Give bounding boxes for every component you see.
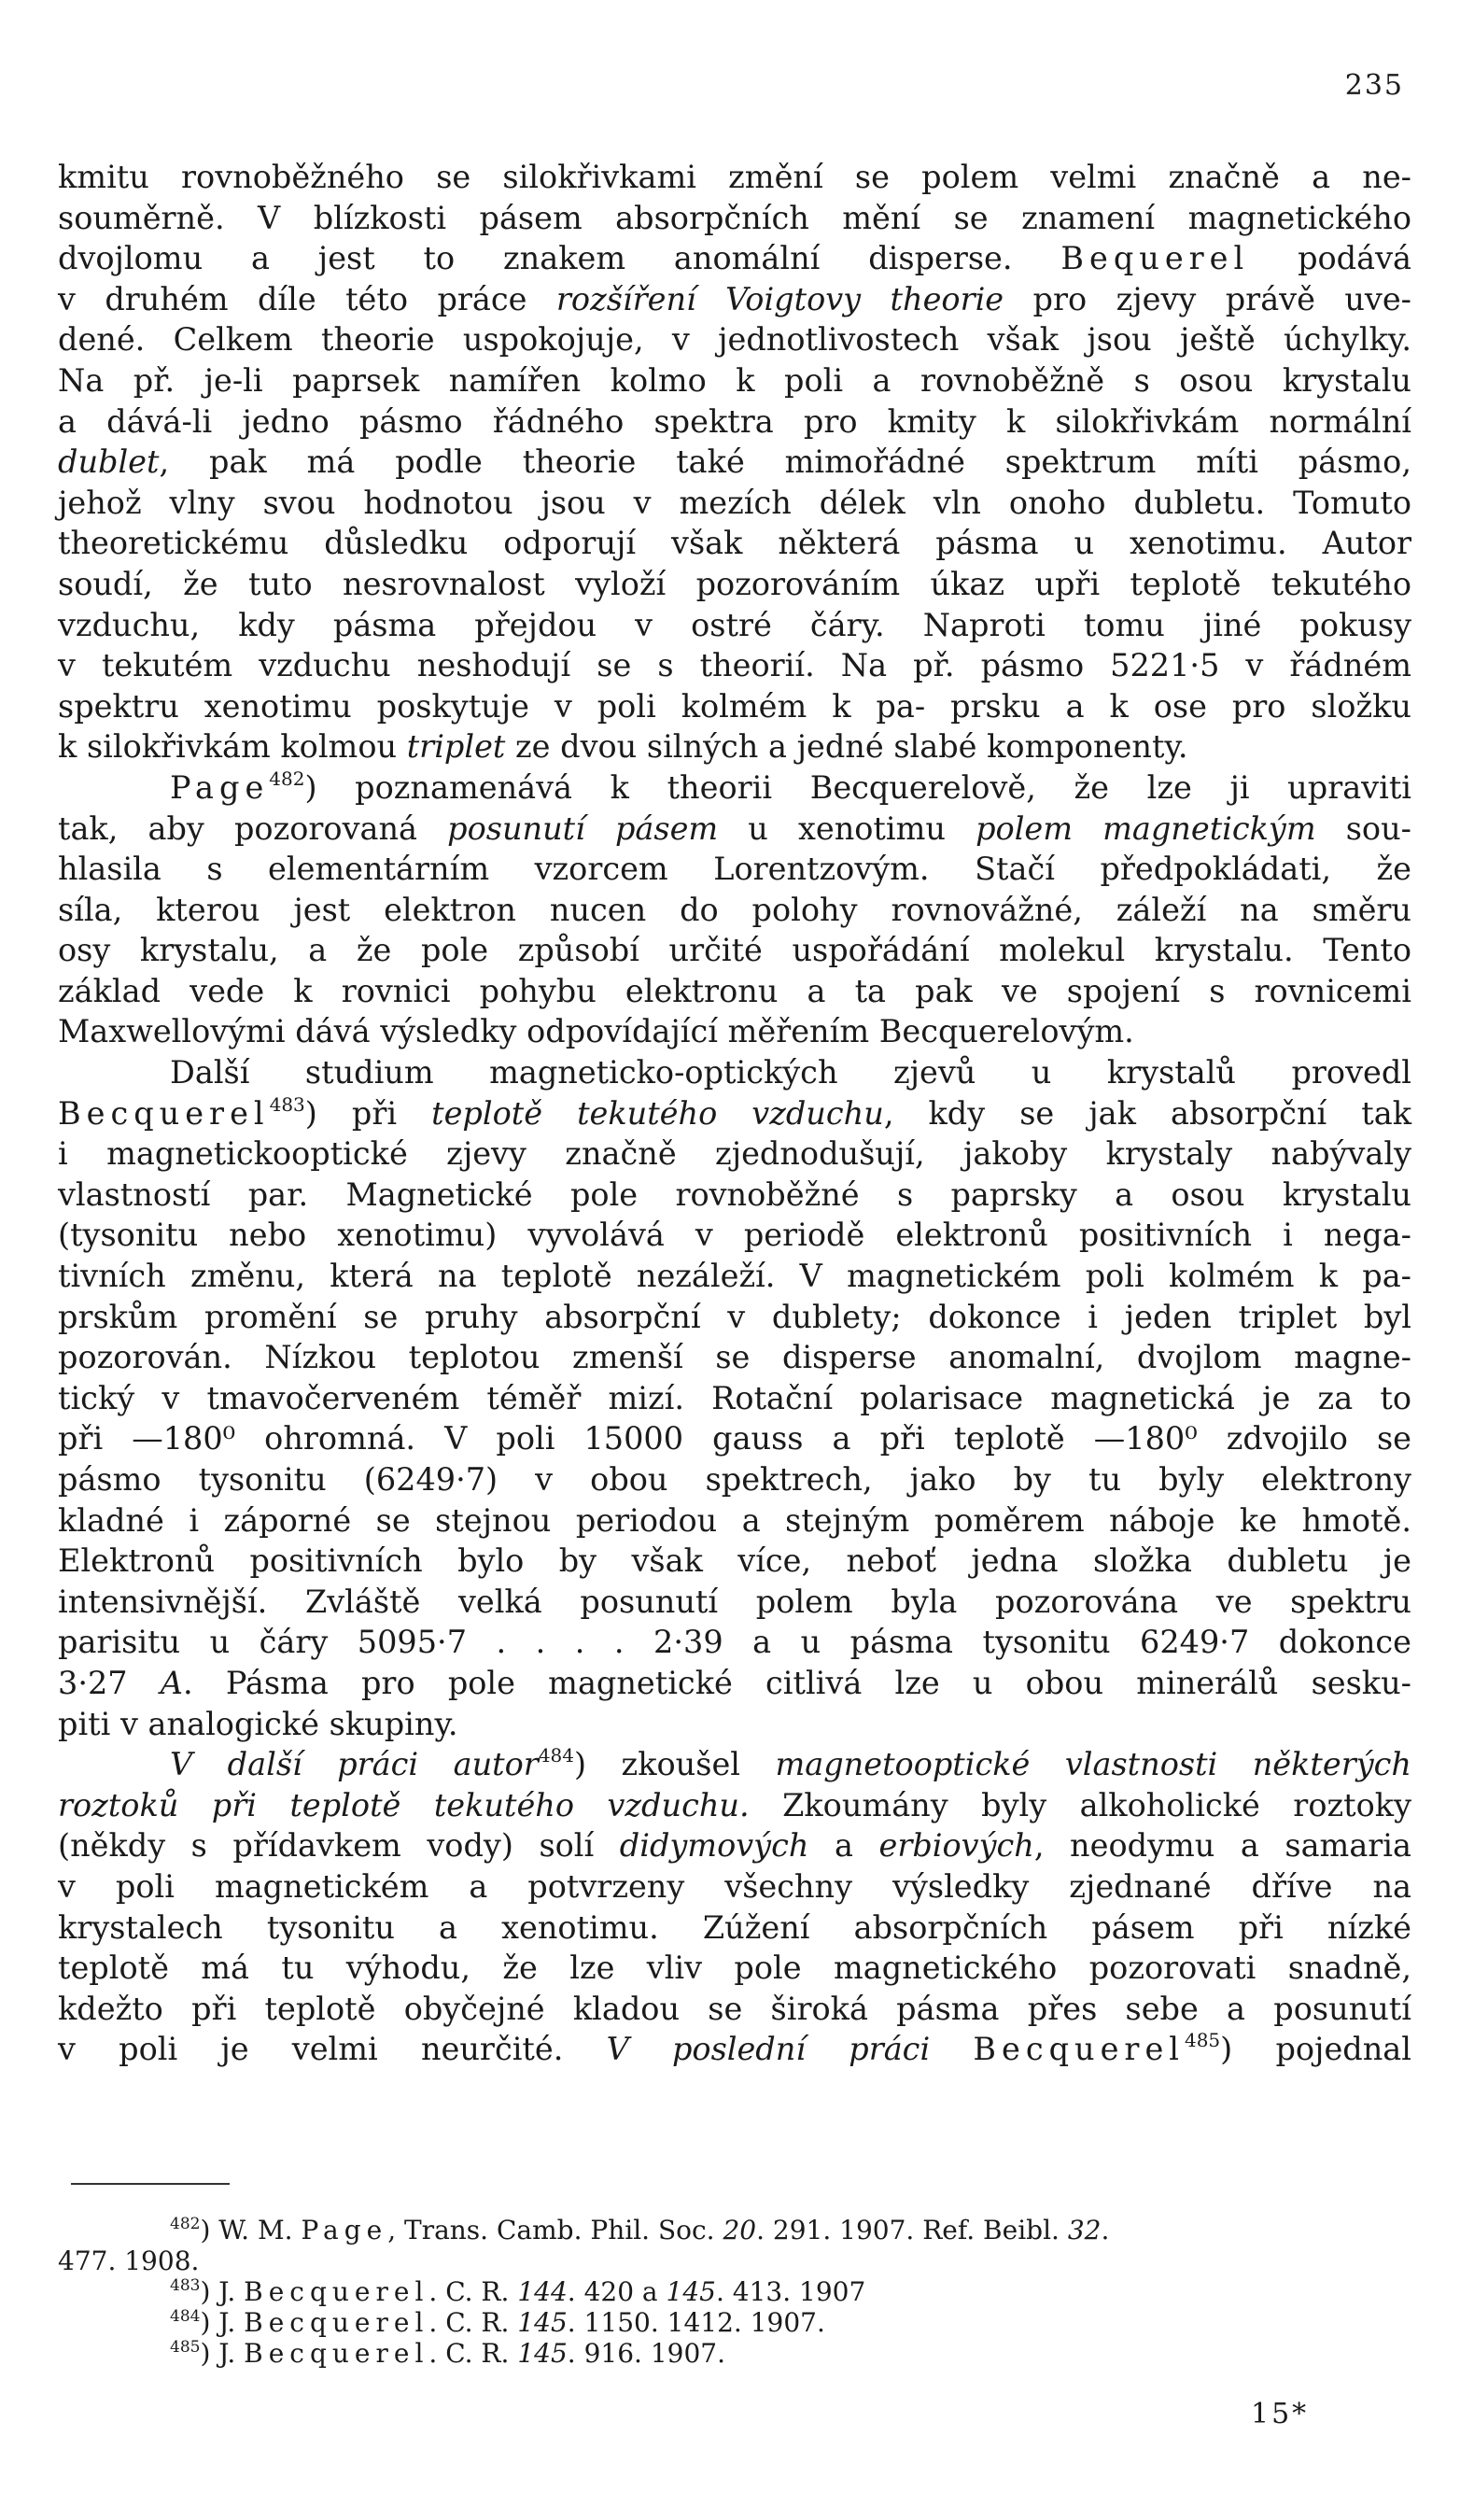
text-segment: ) W. M. [200, 2215, 302, 2245]
text-segment: souměrně. V blízkosti pásem absorpčních mění se znamení magnetického [58, 199, 1411, 236]
italic-text: posunutí pásem [447, 809, 719, 847]
italic-text: 32 [1067, 2215, 1102, 2245]
text-segment: , neodymu a samaria [1033, 1827, 1411, 1865]
body-line [58, 605, 1411, 646]
body-line [58, 686, 1411, 727]
text-segment: . C. R. [428, 2276, 518, 2307]
text-segment: ) zkoušel [574, 1746, 776, 1783]
italic-text: 145 [666, 2276, 716, 2307]
text-segment: v tekutém vzduchu neshodují se s theorií. Na př. pásmo 5221·5 v řádném [58, 647, 1411, 684]
body-line [58, 1175, 1411, 1216]
body-line [58, 1541, 1411, 1582]
body-line [58, 1582, 1411, 1623]
italic-text: teplotě tekutého vzduchu [431, 1094, 884, 1132]
spaced-name: Bequerel [1060, 240, 1250, 277]
text-segment: i magnetickooptické zjevy značně zjednodušují, jakoby krystaly nabývaly [58, 1135, 1411, 1173]
text-segment: , pak má podle theorie také mimořádné spektrum míti pásmo, [159, 443, 1411, 481]
body-line [58, 930, 1411, 971]
italic-text: polem magnetickým [976, 809, 1316, 847]
text-segment: . C. R. [428, 2338, 518, 2369]
footnote-ref: 484 [170, 2307, 201, 2326]
body-line [58, 645, 1411, 686]
text-segment: . 291. 1907. Ref. Beibl. [756, 2215, 1068, 2245]
page-number: 235 [1344, 69, 1404, 102]
text-segment: krystalech tysonitu a xenotimu. Zúžení absorpčních pásem při nízké [58, 1908, 1411, 1946]
text-segment: pozorován. Nízkou teplotou zmenší se disperse anomalní, dvojlom magne- [58, 1339, 1411, 1376]
text-segment: ) při [304, 1094, 432, 1132]
text-segment: podává [1249, 240, 1411, 277]
body-line [58, 564, 1411, 605]
italic-text: dublet [58, 443, 160, 481]
body-line [58, 1052, 1411, 1093]
body-line [58, 1011, 1411, 1052]
body-line [58, 809, 1411, 850]
text-segment: intensivnější. Zvláště velká posunutí polem byla pozorována ve spektru [58, 1583, 1411, 1620]
footnote-ref: 482 [170, 2215, 201, 2233]
signature-mark: 15* [1251, 2398, 1310, 2430]
body-line [58, 1093, 1411, 1134]
text-segment: teplotě má tu výhodu, že lze vliv pole magnetického pozorovati snadně, [58, 1950, 1411, 1987]
text-segment: . 1150. 1412. 1907. [567, 2307, 825, 2338]
spaced-name: Becquerel [973, 2031, 1185, 2068]
footnotes [58, 2215, 1411, 2369]
text-segment: vzduchu, kdy pásma přejdou v ostré čáry. Naproti tomu jiné pokusy [58, 606, 1411, 643]
spaced-name: Becquerel [244, 2338, 429, 2369]
footnote-ref: 482 [269, 767, 305, 790]
text-segment: vlastností par. Magnetické pole rovnoběžné s paprsky a osou krystalu [58, 1176, 1411, 1213]
body-line [58, 198, 1411, 239]
text-segment: pásmo tysonitu (6249·7) v obou spektrech, jako by tu byly elektrony [58, 1461, 1411, 1498]
body-line [58, 971, 1411, 1012]
text-segment: piti v analogické skupiny. [58, 1705, 458, 1742]
body-line [58, 157, 1411, 198]
text-segment: osy krystalu, a že pole způsobí určité uspořádání molekul krystalu. Tento [58, 932, 1411, 969]
text-segment: ) J. [200, 2307, 245, 2338]
italic-text: A [160, 1664, 183, 1701]
footnote-ref: 483 [170, 2276, 201, 2295]
italic-text: roztoků při teplotě tekutého vzduchu. [58, 1786, 750, 1823]
text-segment: . 420 a [567, 2276, 667, 2307]
text-segment: tivních změnu, která na teplotě nezáleží. V magnetickém poli kolmém k pa- [58, 1258, 1411, 1295]
text-segment: hlasila s elementárním vzorcem Lorentzovým. Stačí předpokládati, že [58, 851, 1411, 888]
body-line [58, 1744, 1411, 1785]
footnote-ref: 485 [170, 2338, 201, 2357]
body-line [58, 442, 1411, 483]
italic-text: 144 [517, 2276, 568, 2307]
text-segment: 477. 1908. [58, 2245, 200, 2276]
text-segment: kladné i záporné se stejnou periodou a stejným poměrem náboje ke hmotě. [58, 1501, 1411, 1539]
italic-text: 145 [517, 2338, 568, 2369]
body-line [58, 483, 1411, 524]
text-segment: pro zjevy právě uve- [1004, 280, 1411, 317]
italic-text: didymových [619, 1827, 809, 1865]
text-segment: v druhém díle této práce [58, 280, 556, 317]
text-segment: . [1101, 2215, 1110, 2245]
text-segment: ) J. [200, 2338, 245, 2369]
body-line [58, 1704, 1411, 1745]
text-segment: a dává-li jedno pásmo řádného spektra pro kmity k silokřivkám normální [58, 402, 1411, 440]
text-segment: Maxwellovými dává výsledky odpovídající měřením Becquerelovým. [58, 1013, 1134, 1050]
text-segment: soudí, že tuto nesrovnalost vyloží pozorováním úkaz upři teplotě tekutého [58, 565, 1411, 602]
italic-text: 20 [723, 2215, 757, 2245]
text-segment: . 413. 1907 [715, 2276, 866, 2307]
spaced-name: Becquerel [58, 1094, 270, 1132]
text-segment: k silokřivkám kolmou [58, 728, 407, 766]
text-segment: parisitu u čáry 5095·7 . . . . 2·39 a u pásma tysonitu 6249·7 dokonce [58, 1624, 1411, 1661]
text-segment: u xenotimu [718, 809, 976, 847]
text-segment: 3·27 [58, 1664, 161, 1701]
text-segment: ) pojednal [1220, 2031, 1411, 2068]
text-segment: . Pásma pro pole magnetické citlivá lze u obou minerálů sesku- [183, 1664, 1411, 1701]
text-segment: ) poznamenává k theorii Becquerelově, že lze ji upraviti [304, 768, 1411, 806]
footnote-line [58, 2215, 1411, 2245]
text-segment: kdežto při teplotě obyčejné kladou se široká pásma přes sebe a posunutí [58, 1990, 1411, 2027]
body-line [58, 1459, 1411, 1500]
body-line [58, 1908, 1411, 1949]
text-segment: Další studium magneticko-optických zjevů u krystalů provedl [170, 1054, 1411, 1091]
footnote-line [58, 2307, 1411, 2338]
text-segment: sou- [1315, 809, 1411, 847]
italic-text: rozšíření Voigtovy theorie [555, 280, 1004, 317]
text-segment: v poli je velmi neurčité. [58, 2031, 607, 2068]
body-line [58, 2029, 1411, 2070]
body-line [58, 726, 1411, 767]
spaced-name: Becquerel [244, 2307, 429, 2338]
body-line [58, 1215, 1411, 1256]
footnote-ref: 485 [1184, 2029, 1221, 2052]
text-segment: tický v tmavočerveném téměř mizí. Rotační polarisace magnetická je za to [58, 1379, 1411, 1416]
spaced-name: Page [301, 2215, 388, 2245]
italic-text: V poslední práci [606, 2031, 931, 2068]
body-line [58, 523, 1411, 564]
body-line [58, 1948, 1411, 1989]
text-segment: dené. Celkem theorie uspokojuje, v jednotlivostech však jsou ještě úchylky. [58, 321, 1411, 359]
body-line [58, 238, 1411, 279]
spaced-name: Becquerel [244, 2276, 429, 2307]
text-segment: jehož vlny svou hodnotou jsou v mezích délek vln onoho dubletu. Tomuto [58, 484, 1411, 521]
text-segment: při —180⁰ ohromná. V poli 15000 gauss a při teplotě —180⁰ zdvojilo se [58, 1420, 1411, 1457]
body-line [58, 849, 1411, 890]
footnote-ref: 484 [538, 1744, 574, 1767]
footnote-line [58, 2338, 1411, 2369]
text-segment: základ vede k rovnici pohybu elektronu a ta pak ve spojení s rovnicemi [58, 972, 1411, 1009]
body-line [58, 1337, 1411, 1378]
text-segment: . C. R. [428, 2307, 518, 2338]
italic-text: V další práci autor [170, 1746, 539, 1783]
text-segment: kmitu rovnoběžného se silokřivkami změní se polem velmi značně a ne- [58, 159, 1411, 195]
body-line [58, 1866, 1411, 1908]
text-segment: Elektronů positivních bylo by však více, neboť jedna složka dubletu je [58, 1542, 1411, 1580]
body-line [58, 401, 1411, 443]
body-line [58, 279, 1411, 320]
spaced-name: Page [170, 768, 270, 806]
text-segment: a [808, 1827, 879, 1865]
text-segment: dvojlomu a jest to znakem anomální disperse. [58, 240, 1061, 277]
text-segment: síla, kterou jest elektron nucen do polohy rovnovážné, záleží na směru [58, 891, 1411, 928]
text-segment: prskům promění se pruhy absorpční v dublety; dokonce i jeden triplet byl [58, 1298, 1411, 1335]
body-line [58, 1622, 1411, 1663]
text-segment: ) J. [200, 2276, 245, 2307]
body-line [58, 1989, 1411, 2030]
body-line [58, 1378, 1411, 1419]
text-segment: Na př. je-li paprsek namířen kolmo k poli a rovnoběžně s osou krystalu [58, 361, 1411, 399]
footnote-divider [71, 2183, 230, 2185]
text-segment: (tysonitu nebo xenotimu) vyvolává v periodě elektronů positivních i nega- [58, 1217, 1411, 1254]
italic-text: erbiových [878, 1827, 1034, 1865]
footnote-line [58, 2245, 1411, 2276]
body-line [58, 890, 1411, 931]
text-segment: tak, aby pozorovaná [58, 809, 448, 847]
body-line [58, 1500, 1411, 1542]
text-segment: , Trans. Camb. Phil. Soc. [387, 2215, 723, 2245]
body-line [58, 767, 1411, 809]
text-segment: theoretickému důsledku odporují však některá pásma u xenotimu. Autor [58, 525, 1411, 562]
italic-text: triplet [406, 728, 506, 766]
text-segment: v poli magnetickém a potvrzeny všechny výsledky zjednané dříve na [58, 1867, 1411, 1905]
body-line [58, 1297, 1411, 1338]
text-segment: . 916. 1907. [567, 2338, 725, 2369]
text-segment: (někdy s přídavkem vody) solí [58, 1827, 620, 1865]
text-segment: ze dvou silných a jedné slabé komponenty. [505, 728, 1188, 766]
footnote-ref: 483 [269, 1092, 305, 1116]
body-line [58, 319, 1411, 360]
text-segment: Zkoumány byly alkoholické roztoky [749, 1786, 1411, 1823]
body-line [58, 360, 1411, 401]
text-segment [930, 2031, 973, 2067]
text-segment: spektru xenotimu poskytuje v poli kolmém k pa- prsku a k ose pro složku [58, 687, 1411, 725]
italic-text: 145 [517, 2307, 568, 2338]
body-line [58, 1256, 1411, 1297]
body-line [58, 1785, 1411, 1826]
body-text [58, 157, 1411, 2070]
body-line [58, 1133, 1411, 1175]
italic-text: magnetooptické vlastnosti některých [775, 1746, 1411, 1783]
body-line [58, 1825, 1411, 1866]
text-segment: , kdy se jak absorpční tak [883, 1094, 1412, 1132]
body-line [58, 1663, 1411, 1704]
footnote-line [58, 2276, 1411, 2307]
body-line [58, 1418, 1411, 1459]
